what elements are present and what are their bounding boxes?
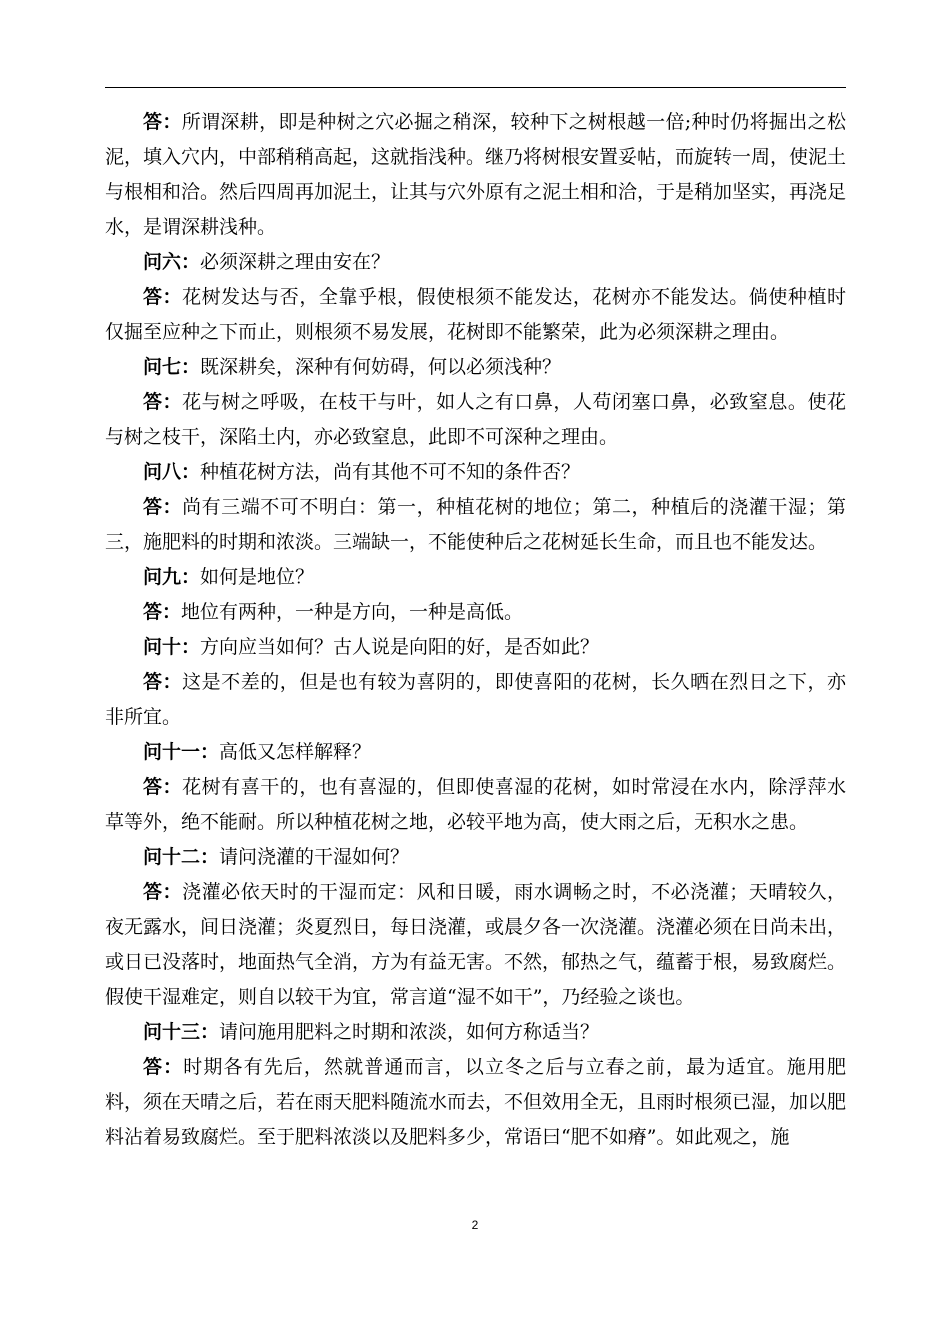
question-paragraph (105, 245, 846, 280)
paragraph-text: 花与树之呼吸，在枝干与叶，如人之有口鼻，人苟闭塞口鼻，必致窒息。使花与树之枝干，深陷土内，亦必致窒息，此即不可深种之理由。 (105, 391, 846, 448)
answer-paragraph (105, 105, 846, 245)
paragraph-label: 答： (143, 496, 183, 518)
paragraph-label: 答： (143, 286, 183, 308)
paragraph-text: 所谓深耕，即是种树之穴必掘之稍深，较种下之树根越一倍;种时仍将掘出之松泥，填入穴内，中部稍稍高起，这就指浅种。继乃将树根安置妥帖，而旋转一周，使泥土与根相和洽。然后四周再加泥土，让其与穴外原有之泥土相和洽，于是稍加坚实，再浇足水，是谓深耕浅种。 (105, 111, 847, 238)
paragraph-label: 问九： (143, 566, 201, 588)
question-paragraph (105, 840, 846, 875)
question-paragraph (105, 630, 846, 665)
paragraph-text: 既深耕矣，深种有何妨碍，何以必须浅种？ (200, 356, 562, 378)
paragraph-label: 答： (143, 776, 183, 798)
paragraph-text: 方向应当如何？古人说是向阳的好，是否如此？ (200, 636, 600, 658)
paragraph-label: 答： (143, 1056, 184, 1078)
paragraph-text: 花树有喜干的，也有喜湿的，但即使喜湿的花树，如时常浸在水内，除浮萍水草等外，绝不能耐。所以种植花树之地，必较平地为高，使大雨之后，无积水之患。 (105, 776, 846, 833)
paragraph-text: 浇灌必依天时的干湿而定：风和日暖，雨水调畅之时，不必浇灌；天晴较久，夜无露水，间日浇灌；炎夏烈日，每日浇灌，或晨夕各一次浇灌。浇灌必须在日尚未出，或日已没落时，地面热气全消，方为有益无害。不然，郁热之气，蕴蓄于根，易致腐烂。假使干湿难定，则自以较干为宜，常言道“湿不如干”，乃经验之谈也。 (105, 881, 847, 1008)
page-number: 2 (471, 1218, 479, 1232)
paragraph-text: 高低又怎样解释？ (219, 741, 372, 763)
question-paragraph (105, 560, 846, 595)
answer-paragraph (105, 1050, 846, 1155)
paragraph-text: 花树发达与否，全靠乎根，假使根须不能发达，花树亦不能发达。倘使种植时仅掘至应种之下而止，则根须不易发展，花树即不能繁荣，此为必须深耕之理由。 (105, 286, 846, 343)
paragraph-label: 答： (143, 111, 182, 133)
paragraph-label: 问十一： (143, 741, 220, 763)
paragraph-text: 请问浇灌的干湿如何？ (219, 846, 410, 868)
answer-paragraph (105, 385, 846, 455)
paragraph-label: 问十三： (143, 1021, 220, 1043)
paragraph-label: 问八： (143, 461, 201, 483)
answer-paragraph (105, 490, 846, 560)
answer-paragraph (105, 875, 846, 1015)
paragraph-label: 问十： (143, 636, 201, 658)
answer-paragraph (105, 595, 846, 630)
question-paragraph (105, 1015, 846, 1050)
document-body (105, 105, 846, 1155)
paragraph-text: 必须深耕之理由安在？ (200, 251, 391, 273)
answer-paragraph (105, 770, 846, 840)
paragraph-label: 答： (143, 391, 183, 413)
paragraph-label: 答： (143, 601, 182, 623)
paragraph-text: 尚有三端不可不明白：第一，种植花树的地位；第二，种植后的浇灌干湿；第三，施肥料的时期和浓淡。三端缺一，不能使种后之花树延长生命，而且也不能发达。 (105, 496, 846, 553)
paragraph-text: 种植花树方法，尚有其他不可不知的条件否？ (200, 461, 581, 483)
paragraph-label: 问七： (143, 356, 201, 378)
question-paragraph (105, 735, 846, 770)
paragraph-label: 答： (143, 881, 183, 903)
question-paragraph (105, 350, 846, 385)
question-paragraph (105, 455, 846, 490)
paragraph-label: 问六： (143, 251, 201, 273)
paragraph-text: 这是不差的，但是也有较为喜阴的，即使喜阳的花树，长久晒在烈日之下，亦非所宜。 (105, 671, 846, 728)
paragraph-label: 答： (143, 671, 183, 693)
answer-paragraph (105, 280, 846, 350)
answer-paragraph (105, 665, 846, 735)
header-rule (105, 87, 846, 88)
paragraph-text: 请问施用肥料之时期和浓淡，如何方称适当？ (219, 1021, 600, 1043)
paragraph-text: 地位有两种，一种是方向，一种是高低。 (181, 601, 524, 623)
paragraph-label: 问十二： (143, 846, 220, 868)
paragraph-text: 如何是地位？ (200, 566, 315, 588)
paragraph-text: 时期各有先后，然就普通而言，以立冬之后与立春之前，最为适宜。施用肥料，须在天晴之后，若在雨天肥料随流水而去，不但效用全无，且雨时根须已湿，加以肥料沾着易致腐烂。至于肥料浓淡以及肥料多少，常语曰“肥不如瘠”。如此观之，施 (105, 1056, 847, 1148)
